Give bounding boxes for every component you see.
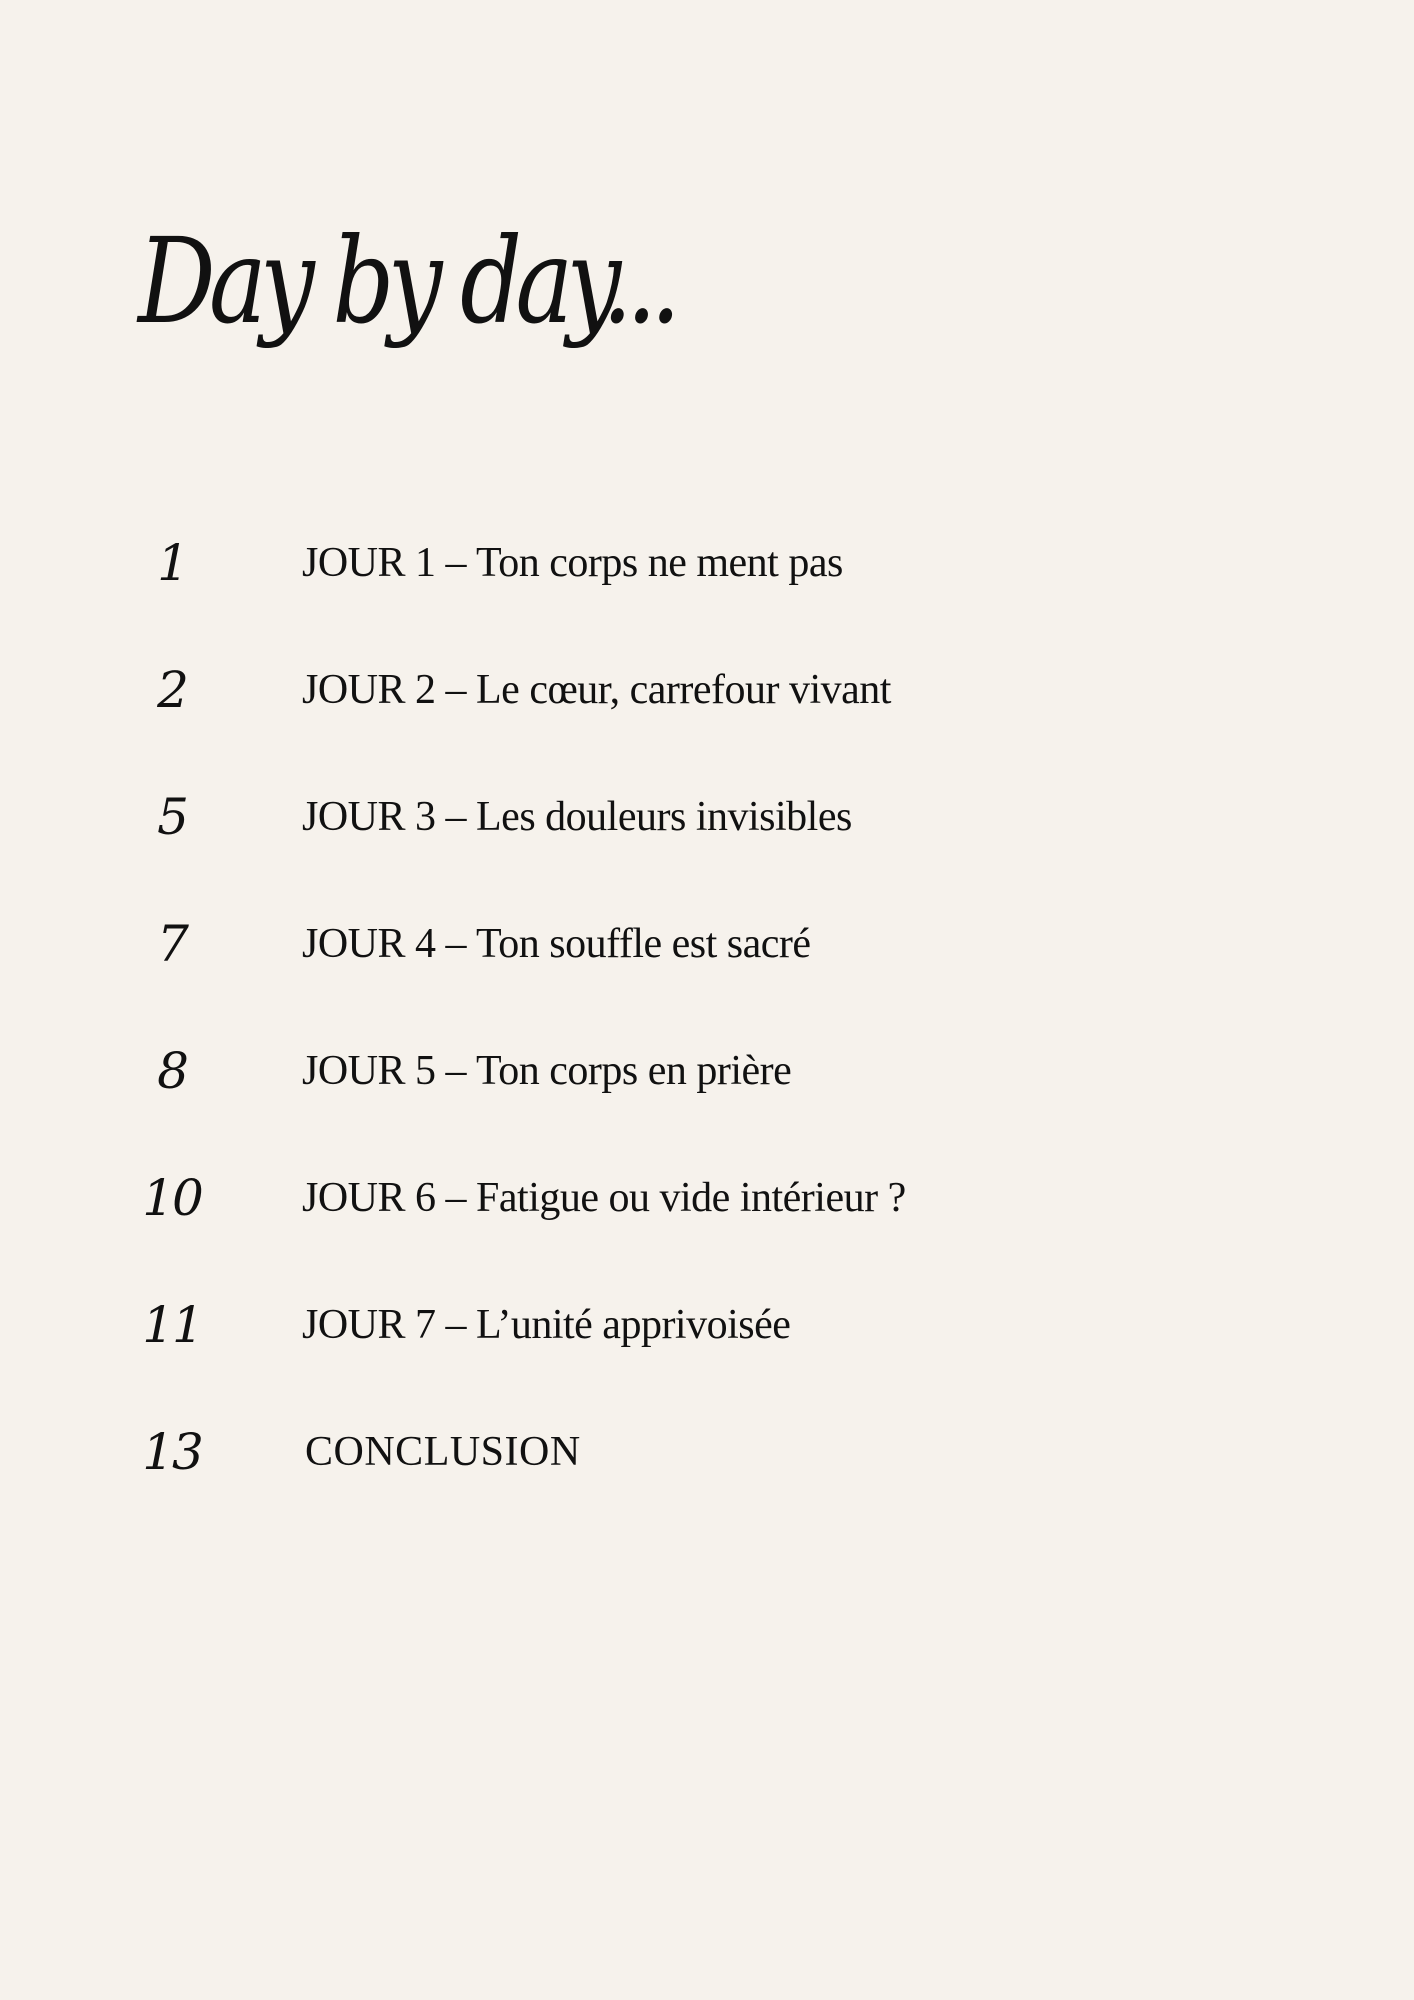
page-number: 5: [157, 788, 187, 846]
toc-entry: [302, 540, 843, 586]
entry-title: Les douleurs invisibles: [476, 794, 852, 840]
page-title: Day by day...: [138, 212, 675, 350]
day-label: JOUR 2: [302, 667, 436, 713]
dash-separator: –: [445, 1048, 467, 1094]
toc-item-conclusion: [0, 1409, 1414, 1536]
entry-title: Fatigue ou vide intérieur ?: [476, 1175, 906, 1221]
toc-item-day-5: [0, 1028, 1414, 1155]
entry-title: Ton corps ne ment pas: [476, 540, 843, 586]
toc-entry: [302, 794, 852, 840]
entry-title: Ton souffle est sacré: [476, 921, 811, 967]
day-label: JOUR 5: [302, 1048, 436, 1094]
page-number: 10: [142, 1169, 202, 1227]
toc-entry: [302, 667, 891, 713]
day-label: JOUR 4: [302, 921, 436, 967]
toc-item-day-6: [0, 1155, 1414, 1282]
day-label: JOUR 7: [302, 1302, 436, 1348]
table-of-contents: [0, 520, 1414, 1536]
toc-item-day-4: [0, 901, 1414, 1028]
toc-item-day-1: [0, 520, 1414, 647]
dash-separator: –: [445, 1175, 467, 1221]
page-number: 2: [157, 661, 187, 719]
dash-separator: –: [445, 794, 467, 840]
toc-entry: [302, 1175, 906, 1221]
toc-item-day-2: [0, 647, 1414, 774]
day-label: JOUR 3: [302, 794, 436, 840]
page-number: 8: [157, 1042, 187, 1100]
page-number: 7: [157, 915, 187, 973]
page-number: 11: [142, 1296, 202, 1354]
toc-entry: [302, 1302, 790, 1348]
dash-separator: –: [445, 921, 467, 967]
day-label: JOUR 6: [302, 1175, 436, 1221]
toc-item-day-3: [0, 774, 1414, 901]
dash-separator: –: [445, 667, 467, 713]
toc-entry: [302, 921, 811, 967]
toc-item-day-7: [0, 1282, 1414, 1409]
page-number: 13: [142, 1423, 202, 1481]
toc-entry: [302, 1048, 791, 1094]
entry-title: L’unité apprivoisée: [476, 1302, 791, 1348]
page-number: 1: [157, 534, 187, 592]
entry-title: Ton corps en prière: [476, 1048, 792, 1094]
dash-separator: –: [445, 540, 467, 586]
dash-separator: –: [445, 1302, 467, 1348]
entry-title: Le cœur, carrefour vivant: [476, 667, 891, 713]
day-label: JOUR 1: [302, 540, 436, 586]
conclusion-label: CONCLUSION: [305, 1429, 581, 1475]
